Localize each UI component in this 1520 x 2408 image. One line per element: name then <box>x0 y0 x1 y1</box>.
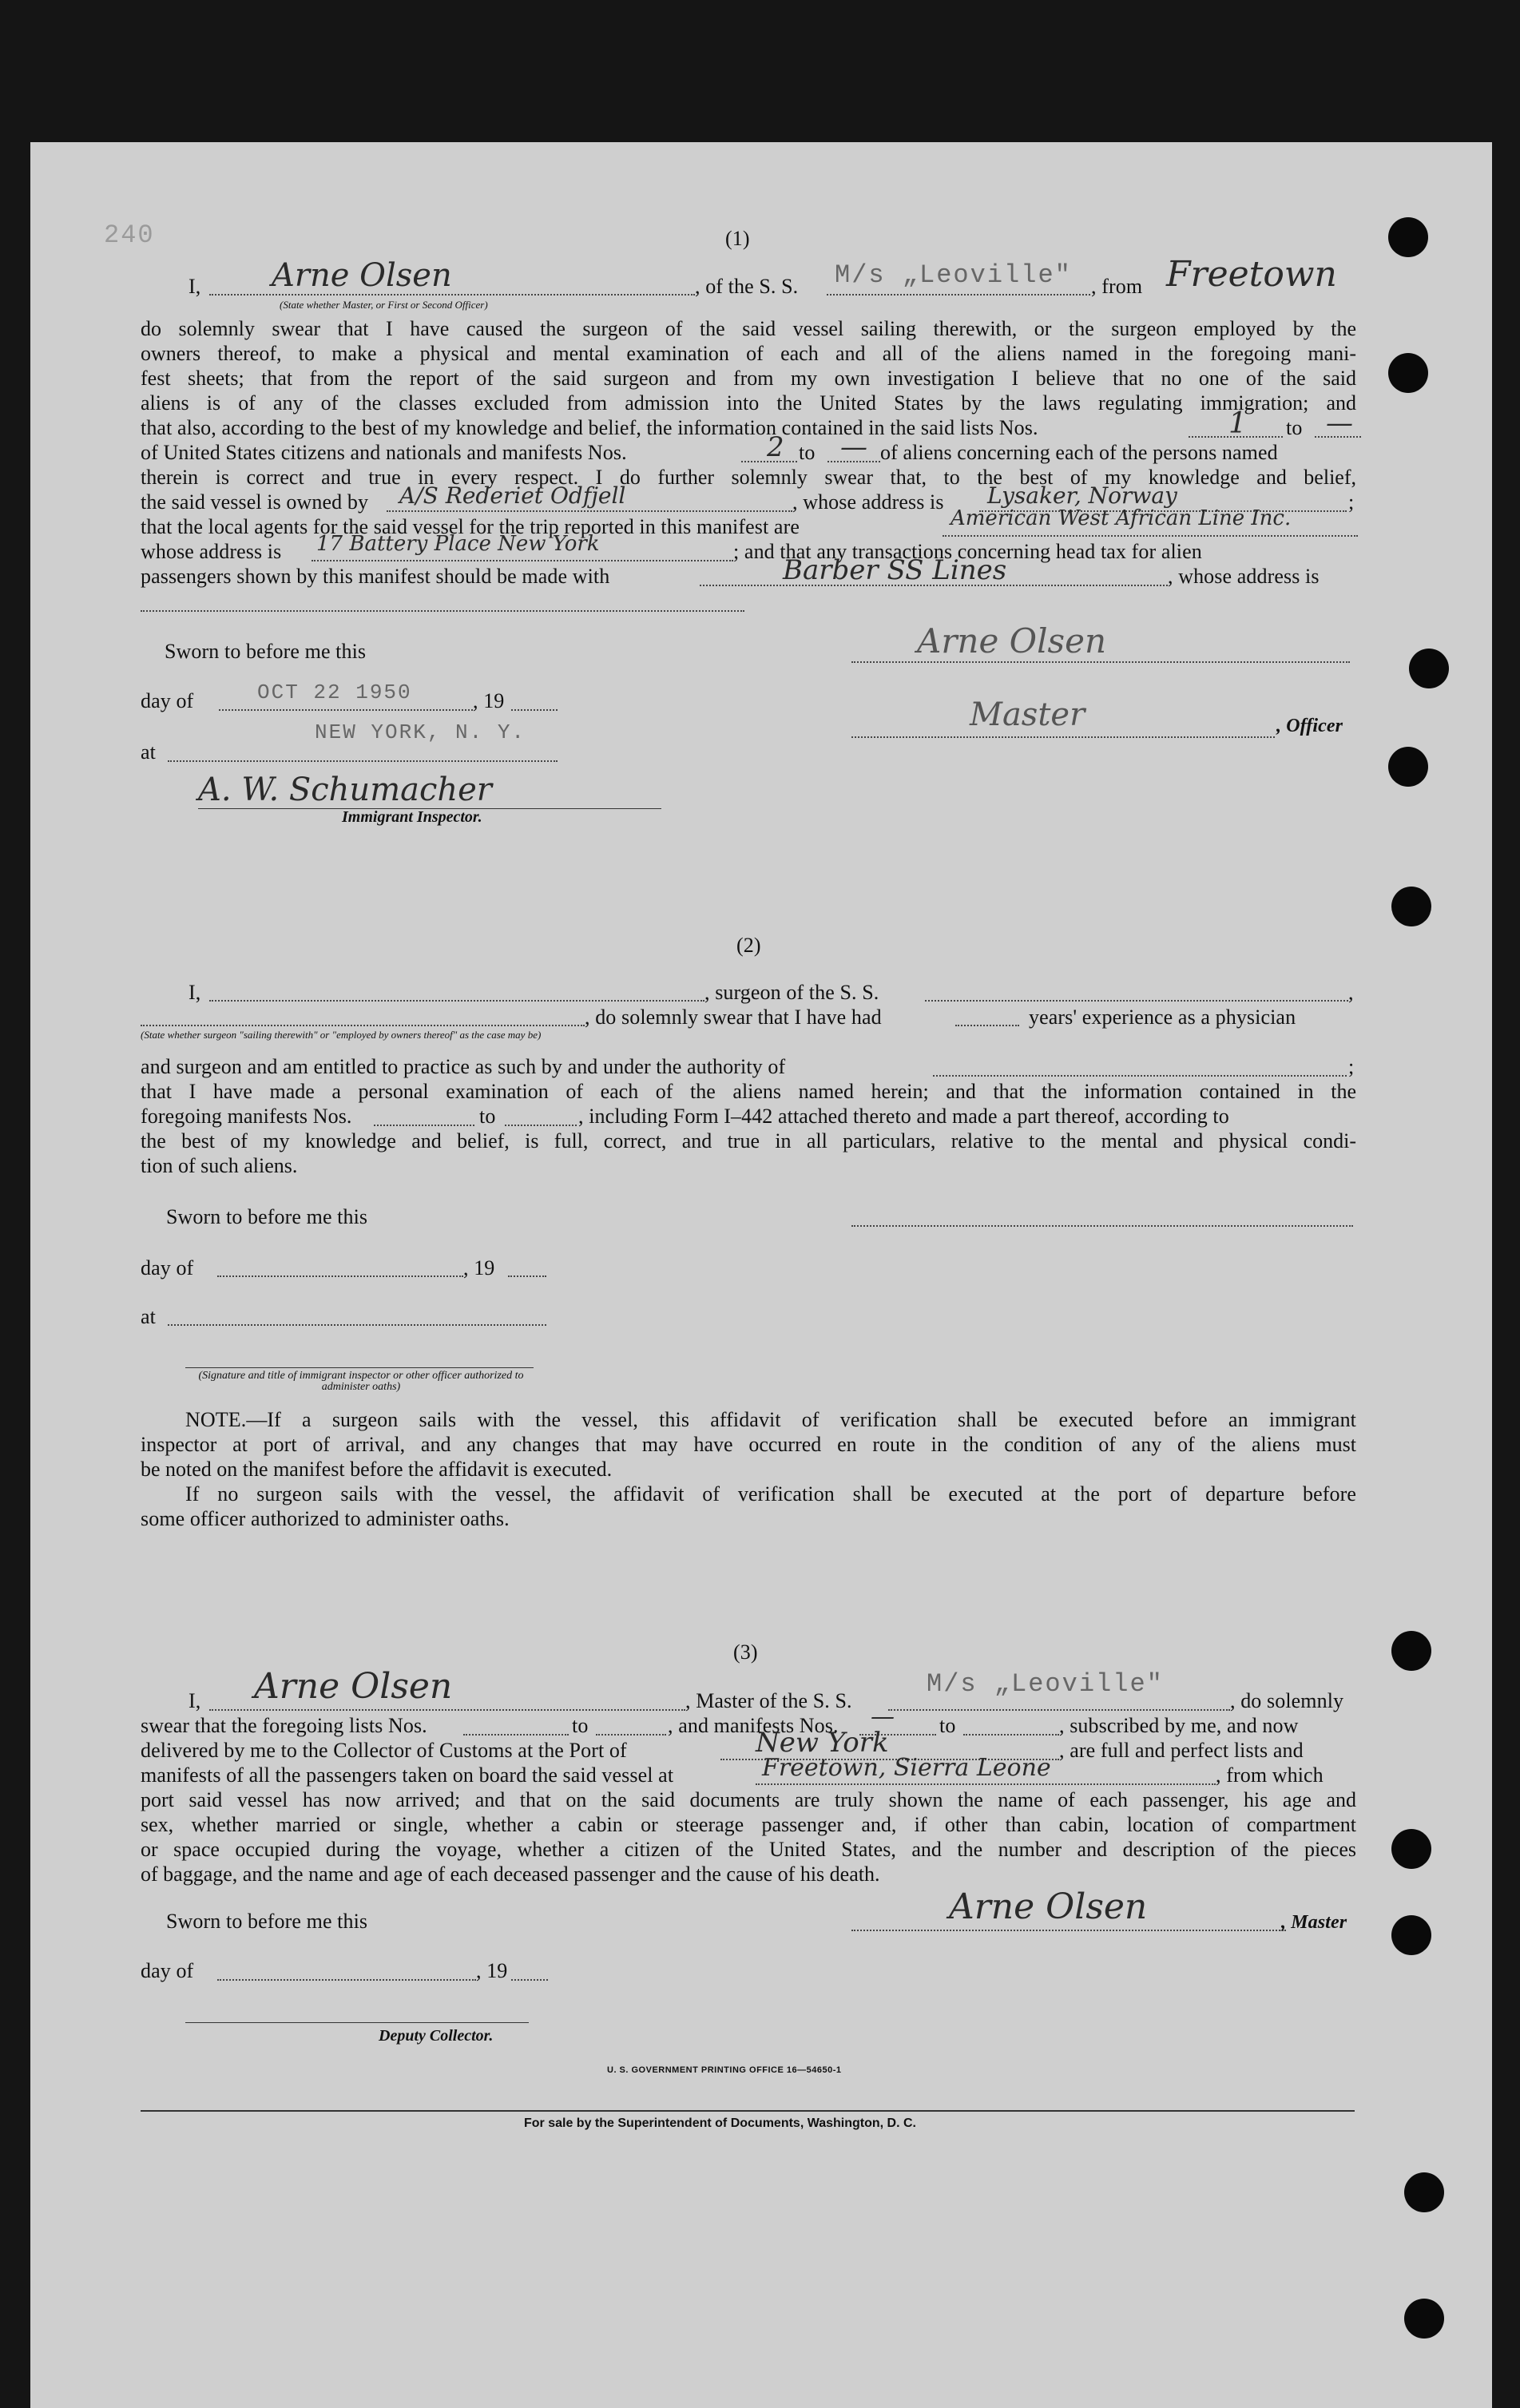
manifests-all-label: manifests of all the passengers taken on board the said vessel at <box>141 1763 674 1787</box>
day-line <box>217 1275 463 1277</box>
binder-hole <box>1391 1829 1431 1869</box>
lists-from-value: 1 <box>1228 407 1247 440</box>
collector-sig-line <box>185 2022 529 2023</box>
officer-title-line <box>851 736 1275 738</box>
embark-line <box>756 1783 1216 1785</box>
manifests-dash: — <box>871 1703 895 1731</box>
from-label: , from <box>1091 275 1143 298</box>
port-value: New York <box>756 1727 889 1759</box>
binder-hole <box>1391 1631 1431 1671</box>
master-signature: Arne Olsen <box>254 1666 453 1707</box>
day-label: day of <box>141 689 194 712</box>
day-line <box>219 709 473 711</box>
surgeon-body <box>141 1079 1356 1104</box>
sworn-label: Sworn to before me this <box>165 640 367 663</box>
section-number: (3) <box>733 1640 758 1664</box>
inspector-caption: Immigrant Inspector. <box>342 808 482 826</box>
binder-hole <box>1388 217 1428 257</box>
officer-signature: Arne Olsen <box>917 621 1106 661</box>
from-port: Freetown <box>1166 254 1337 295</box>
oath-line: sex, whether married or single, whether a cabin or steerage passenger and, if other than cabin, location of compartment <box>141 1813 1356 1836</box>
day-line <box>217 1979 476 1981</box>
oath-line: tion of such aliens. <box>141 1154 298 1177</box>
manifest-to-value: — <box>840 431 867 463</box>
manifests-from-line <box>374 1125 474 1126</box>
note-body <box>141 1432 1356 1482</box>
subscribed-label: , subscribed by me, and now <box>1059 1714 1299 1737</box>
owner-address-value: Lysaker, Norway <box>987 482 1177 509</box>
lists-to-line <box>596 1734 666 1736</box>
surgeon-sig-line <box>851 1225 1353 1227</box>
master-body <box>141 1787 1356 1886</box>
at-line <box>168 760 558 762</box>
oath-line: that I have made a personal examination of each of the aliens named herein; and that the information contained in the <box>141 1080 1356 1103</box>
oath-line: do solemnly swear that I have caused the surgeon of the said vessel sailing therewith, or the surgeon employed by the <box>141 317 1356 340</box>
year-label: , 19 <box>463 1256 495 1279</box>
practice-label: and surgeon and am entitled to practice as such by and under the authority of <box>141 1055 786 1078</box>
authority-line <box>933 1075 1347 1077</box>
oath-line: or space occupied during the voyage, whether a citizen of the United States, and the number and description of the pieces <box>141 1838 1356 1861</box>
manifests-to-label: to <box>479 1105 496 1128</box>
footer-rule <box>141 2110 1355 2112</box>
agents-line <box>943 535 1358 537</box>
surgeon-of-label: , surgeon of the S. S. <box>704 981 879 1004</box>
of-ss-label: , of the S. S. <box>695 275 799 298</box>
oath-line: owners thereof, to make a physical and mental examination of each and all of the aliens named in the foregoing mani- <box>141 342 1356 365</box>
surgeon-type-line <box>141 1025 585 1026</box>
day-label: day of <box>141 1959 194 1982</box>
master-signature-2: Arne Olsen <box>949 1886 1148 1927</box>
inspector-sig-line <box>185 1367 534 1368</box>
owner-line <box>387 510 792 512</box>
note-line-1 <box>185 1407 1356 1432</box>
sworn-label: Sworn to before me this <box>166 1205 368 1228</box>
note-label: NOTE. <box>185 1408 247 1431</box>
binder-hole <box>1388 747 1428 787</box>
surgeon-body-2 <box>141 1129 1356 1178</box>
year-line <box>511 709 558 711</box>
day-label: day of <box>141 1256 194 1279</box>
vessel-line <box>827 294 1090 296</box>
swear-label: , do solemnly swear that I have had <box>585 1006 882 1029</box>
binder-hole <box>1404 2172 1444 2212</box>
master-caption: (State whether Master, or First or Second Officer) <box>280 299 488 311</box>
delivered-label: delivered by me to the Collector of Customs at the Port of <box>141 1739 627 1762</box>
year-line <box>511 1979 548 1981</box>
surgeon-caption: (State whether surgeon "sailing therewith" or "employed by owners thereof" as the case may be) <box>141 1029 542 1041</box>
full-perfect-label: , are full and perfect lists and <box>1059 1739 1304 1762</box>
years-label: years' experience as a physician <box>1029 1006 1296 1029</box>
vessel-name: M/s „Leoville" <box>835 260 1072 290</box>
note2-line-1: If no surgeon sails with the vessel, the affidavit of verification shall be executed at the port of departure before <box>185 1482 1356 1505</box>
lists-label: that also, according to the best of my knowledge and belief, the information contained in the said lists Nos. <box>141 416 1038 439</box>
oath-line: fest sheets; that from the report of the said surgeon and from my own investigation I believe that no one of the said <box>141 367 1356 390</box>
lists-to-label: to <box>1286 416 1303 439</box>
agents-address-line <box>312 560 733 561</box>
officer-sig-line <box>851 661 1350 663</box>
oath-prefix: I, <box>189 1689 201 1712</box>
section-number: (1) <box>725 227 750 250</box>
manifest-from-value: 2 <box>767 431 784 463</box>
binder-hole <box>1409 649 1449 688</box>
at-line <box>168 1324 546 1326</box>
headtax-agent-value: Barber SS Lines <box>783 554 1007 586</box>
oath-line: the best of my knowledge and belief, is full, correct, and true in all particulars, relative to the mental and physical condi- <box>141 1129 1356 1152</box>
semicolon: ; <box>1348 1055 1355 1078</box>
headtax-address-line <box>141 610 744 612</box>
binder-hole <box>1404 2299 1444 2339</box>
oath-line: therein is correct and true in every respect. I do further solemnly swear that, to the best of my knowledge and belief, <box>141 466 1356 489</box>
year-line <box>508 1275 546 1277</box>
binder-hole <box>1388 353 1428 393</box>
at-label: at <box>141 1305 156 1328</box>
oath-prefix: I, <box>189 981 201 1004</box>
owner-label: the said vessel is owned by <box>141 490 369 514</box>
master-sig-line <box>851 1930 1286 1931</box>
headtax-address-label: , whose address is <box>1168 565 1320 588</box>
to-label: to <box>939 1714 956 1737</box>
comma: , <box>1348 981 1354 1004</box>
owner-value: A/S Rederiet Odfjell <box>399 482 626 509</box>
manifest-label: of United States citizens and nationals and manifests Nos. <box>141 441 627 464</box>
headtax-label: ; and that any transactions concerning head tax for alien <box>733 540 1202 563</box>
binder-hole <box>1391 1915 1431 1955</box>
oath-line: of baggage, and the name and age of each deceased passenger and the cause of his death. <box>141 1863 880 1886</box>
owner-address-label: , whose address is <box>792 490 944 514</box>
note-text: —If a surgeon sails with the vessel, this affidavit of verification shall be executed before an immigrant <box>246 1408 1356 1431</box>
oath-line: port said vessel has now arrived; and that on the said documents are truly shown the name of each passenger, his age and <box>141 1788 1356 1811</box>
oath-body-1 <box>141 316 1356 415</box>
lists-to-value: — <box>1326 407 1353 439</box>
master-line <box>209 1709 685 1711</box>
manifest-to-label: to <box>799 441 816 464</box>
sig-caption: (Signature and title of immigrant inspector or other officer authorized to administer oaths) <box>198 1370 524 1393</box>
place-stamp: NEW YORK, N. Y. <box>315 720 526 744</box>
surgeon-vessel-line <box>925 1000 1348 1002</box>
at-label: at <box>141 740 156 764</box>
inspector-signature: A. W. Schumacher <box>198 772 492 808</box>
vessel-line <box>888 1709 1230 1711</box>
semicolon: ; <box>1348 490 1355 514</box>
officer-title: Master <box>970 696 1085 733</box>
agents-label: that the local agents for the said vessel for the trip reported in this manifest are <box>141 515 800 538</box>
note-line: inspector at port of arrival, and any changes that may have occurred en route in the condition of any of the aliens must <box>141 1433 1356 1456</box>
agents-value: American West African Line Inc. <box>950 506 1292 530</box>
section-number: (2) <box>736 934 761 957</box>
embark-value: Freetown, Sierra Leone <box>762 1754 1051 1782</box>
year-label: , 19 <box>476 1959 508 1982</box>
note2-line-2: some officer authorized to administer oaths. <box>141 1507 510 1530</box>
years-line <box>955 1025 1019 1026</box>
manifests-label: foregoing manifests Nos. <box>141 1105 352 1128</box>
to-label: to <box>572 1714 589 1737</box>
corner-mark: 240 <box>104 220 155 250</box>
binder-hole <box>1391 887 1431 926</box>
sale-note: For sale by the Superintendent of Documents, Washington, D. C. <box>524 2116 916 2130</box>
agents-address-label: whose address is <box>141 540 282 563</box>
note-line: be noted on the manifest before the affidavit is executed. <box>141 1458 613 1481</box>
vessel-name: M/s „Leoville" <box>927 1669 1164 1699</box>
agents-address-value: 17 Battery Place New York <box>316 532 600 556</box>
and-manifests-label: , and manifests Nos. <box>668 1714 839 1737</box>
master-label: , Master <box>1281 1912 1347 1933</box>
surgeon-name-line <box>209 1000 704 1002</box>
from-which-label: , from which <box>1216 1763 1324 1787</box>
lists-from-line <box>463 1734 569 1736</box>
gpo-imprint: U. S. GOVERNMENT PRINTING OFFICE 16—54650-1 <box>607 2065 842 2075</box>
master-line <box>209 294 695 296</box>
master-of-label: , Master of the S. S. <box>685 1689 852 1712</box>
date-stamp: OCT 22 1950 <box>257 680 412 704</box>
deputy-caption: Deputy Collector. <box>379 2027 494 2045</box>
solemnly-label: , do solemnly <box>1230 1689 1344 1712</box>
manifests-to-line <box>505 1125 577 1126</box>
officer-label: , Officer <box>1276 716 1343 736</box>
master-signature: Arne Olsen <box>272 257 452 294</box>
passengers-label: passengers shown by this manifest should be made with <box>141 565 610 588</box>
manifests-to-line <box>963 1734 1059 1736</box>
sworn-label: Sworn to before me this <box>166 1910 368 1933</box>
year-label: , 19 <box>473 689 505 712</box>
oath-line: aliens is of any of the classes excluded from admission into the United States by the laws regulating immigration; and <box>141 391 1356 415</box>
manifest-label-b: of aliens concerning each of the persons named <box>880 441 1278 464</box>
swear-lists-label: swear that the foregoing lists Nos. <box>141 1714 427 1737</box>
oath-prefix: I, <box>189 275 201 298</box>
manifests-label-b: , including Form I–442 attached thereto and made a part thereof, according to <box>578 1105 1229 1128</box>
